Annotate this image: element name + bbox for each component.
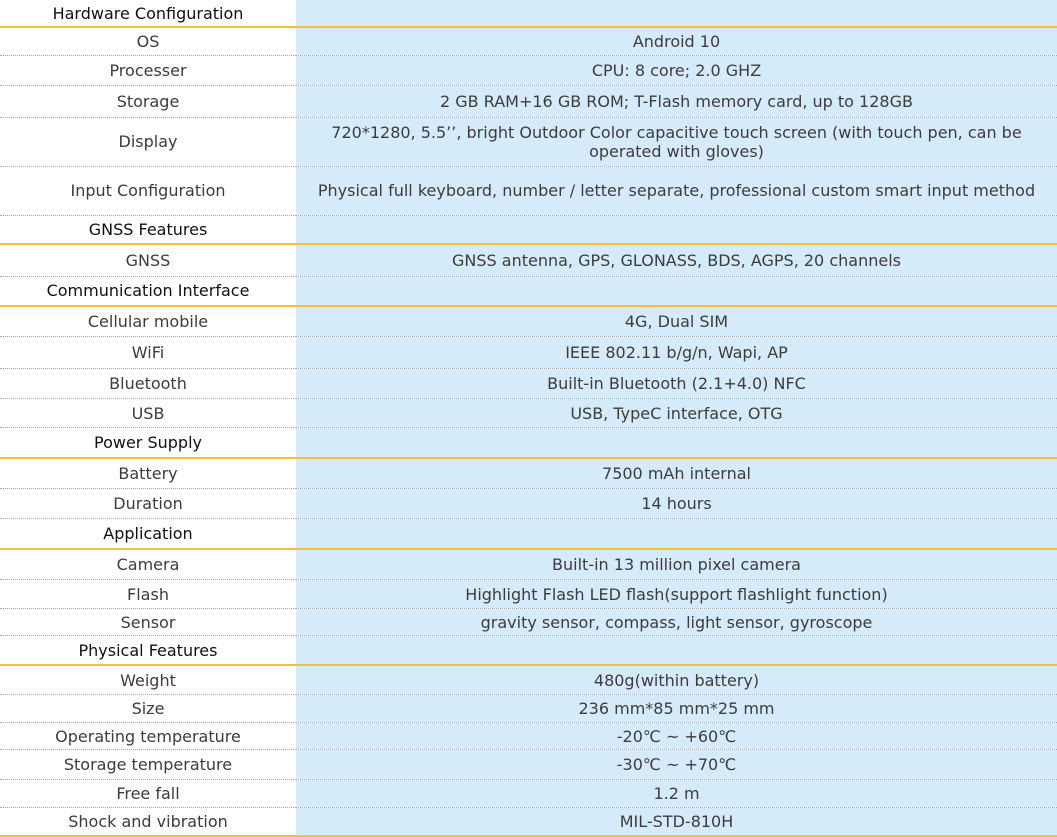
- section-header: [0, 277, 1057, 306]
- section-title: Power Supply: [0, 428, 296, 458]
- spec-label: Weight: [0, 665, 296, 694]
- spec-value: MIL-STD-810H: [296, 807, 1057, 836]
- spec-label: Shock and vibration: [0, 807, 296, 836]
- spec-label: Operating temperature: [0, 723, 296, 750]
- spec-label: Bluetooth: [0, 368, 296, 398]
- spec-value: Physical full keyboard, number / letter separate, professional custom smart input method: [296, 167, 1057, 215]
- spec-value: 7500 mAh internal: [296, 458, 1057, 488]
- spec-value: Android 10: [296, 27, 1057, 55]
- section-header: [0, 215, 1057, 244]
- section-title: Communication Interface: [0, 277, 296, 306]
- section-value-blank: [296, 428, 1057, 458]
- spec-label: GNSS: [0, 244, 296, 276]
- spec-label: Free fall: [0, 779, 296, 807]
- spec-value: 720*1280, 5.5’’, bright Outdoor Color capacitive touch screen (with touch pen, can be operated with gloves): [296, 117, 1057, 166]
- spec-label: Processer: [0, 56, 296, 86]
- table-row: [0, 167, 1057, 215]
- spec-label: Display: [0, 117, 296, 166]
- table-row: [0, 579, 1057, 608]
- spec-label: Duration: [0, 489, 296, 519]
- table-row: [0, 807, 1057, 836]
- table-row: [0, 368, 1057, 398]
- section-title: Physical Features: [0, 636, 296, 665]
- table-row: [0, 723, 1057, 750]
- spec-value: USB, TypeC interface, OTG: [296, 399, 1057, 428]
- spec-label: Cellular mobile: [0, 306, 296, 336]
- section-value-blank: [296, 636, 1057, 665]
- spec-label: Storage temperature: [0, 750, 296, 779]
- table-row: [0, 27, 1057, 55]
- spec-value: 2 GB RAM+16 GB ROM; T-Flash memory card, up to 128GB: [296, 86, 1057, 117]
- table-row: [0, 244, 1057, 276]
- spec-label: Size: [0, 694, 296, 722]
- spec-label: Storage: [0, 86, 296, 117]
- spec-label: Input Configuration: [0, 167, 296, 215]
- section-header: [0, 636, 1057, 665]
- table-row: [0, 117, 1057, 166]
- spec-value: -20℃ ~ +60℃: [296, 723, 1057, 750]
- spec-value: gravity sensor, compass, light sensor, gyroscope: [296, 609, 1057, 636]
- section-header: [0, 428, 1057, 458]
- section-title: Application: [0, 519, 296, 549]
- spec-label: Flash: [0, 579, 296, 608]
- spec-value: CPU: 8 core; 2.0 GHZ: [296, 56, 1057, 86]
- table-row: [0, 694, 1057, 722]
- section-header: [0, 0, 1057, 27]
- spec-label: Camera: [0, 549, 296, 579]
- table-row: [0, 458, 1057, 488]
- spec-label: Battery: [0, 458, 296, 488]
- spec-value: 4G, Dual SIM: [296, 306, 1057, 336]
- spec-value: 236 mm*85 mm*25 mm: [296, 694, 1057, 722]
- spec-value: 1.2 m: [296, 779, 1057, 807]
- section-title: Hardware Configuration: [0, 0, 296, 27]
- spec-label: OS: [0, 27, 296, 55]
- section-header: [0, 519, 1057, 549]
- section-value-blank: [296, 215, 1057, 244]
- table-row: [0, 665, 1057, 694]
- section-value-blank: [296, 519, 1057, 549]
- table-row: [0, 549, 1057, 579]
- spec-value: GNSS antenna, GPS, GLONASS, BDS, AGPS, 20 channels: [296, 244, 1057, 276]
- spec-value: Highlight Flash LED flash(support flashlight function): [296, 579, 1057, 608]
- spec-label: USB: [0, 399, 296, 428]
- spec-value: Built-in Bluetooth (2.1+4.0) NFC: [296, 368, 1057, 398]
- section-value-blank: [296, 277, 1057, 306]
- spec-value: -30℃ ~ +70℃: [296, 750, 1057, 779]
- table-row: [0, 609, 1057, 636]
- section-value-blank: [296, 0, 1057, 27]
- table-row: [0, 750, 1057, 779]
- spec-value: 480g(within battery): [296, 665, 1057, 694]
- spec-value: IEEE 802.11 b/g/n, Wapi, AP: [296, 336, 1057, 368]
- table-row: [0, 399, 1057, 428]
- spec-label: Sensor: [0, 609, 296, 636]
- table-row: [0, 336, 1057, 368]
- table-row: [0, 86, 1057, 117]
- table-row: [0, 306, 1057, 336]
- section-title: GNSS Features: [0, 215, 296, 244]
- table-row: [0, 779, 1057, 807]
- table-row: [0, 489, 1057, 519]
- spec-value: Built-in 13 million pixel camera: [296, 549, 1057, 579]
- spec-label: WiFi: [0, 336, 296, 368]
- table-row: [0, 56, 1057, 86]
- spec-value: 14 hours: [296, 489, 1057, 519]
